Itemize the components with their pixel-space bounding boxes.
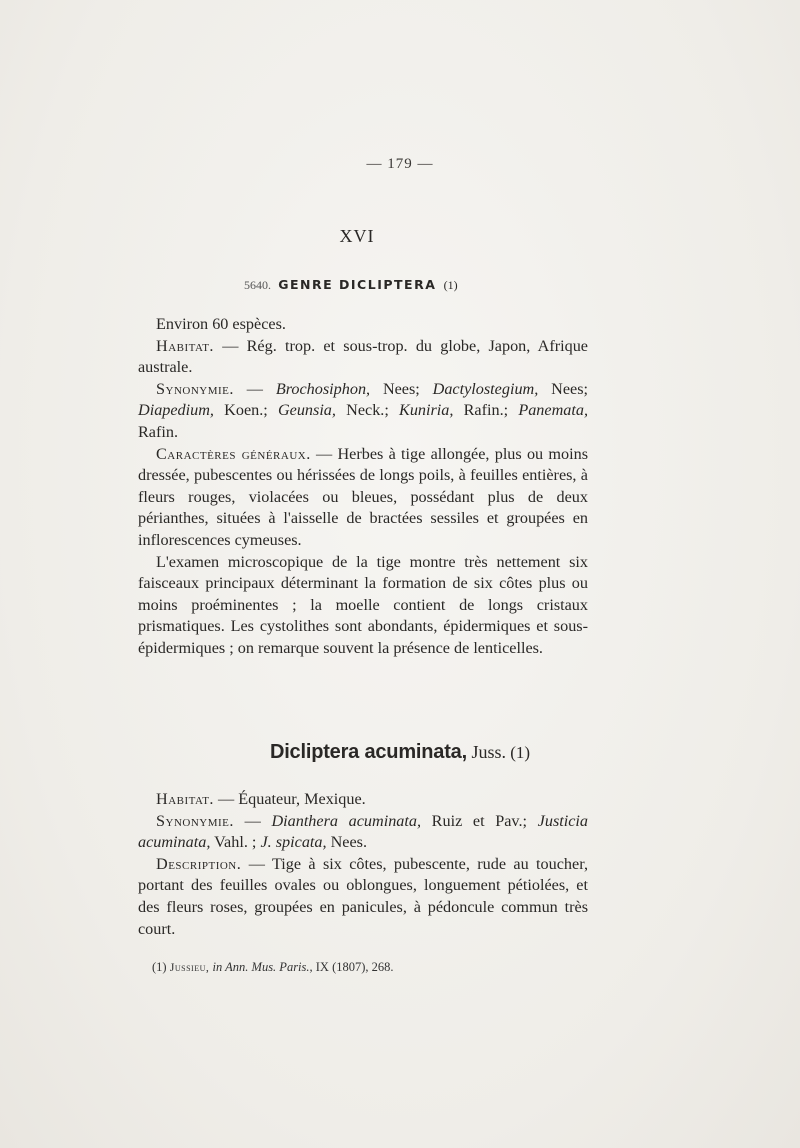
synonym-author: Rafin.; [453,401,519,420]
page-number: — 179 — [366,156,434,172]
footnote-journal: Ann. Mus. Paris., [225,960,313,974]
footnote-ref: IX (1807), 268. [312,960,394,974]
synonym-name: J. spicata, [260,833,327,852]
species-name: Dicliptera acuminata, [269,741,467,763]
genus-description [138,314,588,660]
genus-habitat [138,336,588,379]
footnote-in: in [209,960,226,974]
synonymie-dash: — [233,379,276,398]
synonym-name: Geunsia, [277,401,336,420]
synonym-name: Dactylostegium, [432,379,539,398]
footnote-author: Jussieu, [169,960,210,974]
species-description [138,789,588,940]
synonym-author: Rafin. [138,422,179,441]
synonym-author: Nees. [326,833,368,852]
species-synonymie [138,811,588,854]
synonym-name: Brochosiphon, [275,379,371,398]
habitat-text: — Rég. trop. et sous-trop. du globe, Japon, Afrique australe. [138,336,588,377]
genus-synonymie [138,379,588,444]
synonym-author: Nees; [370,379,433,398]
footnote-marker: (1) [152,960,170,974]
synonym-author: Nees; [538,379,588,398]
synonymie-label: Synonymie. [156,811,234,830]
synonym-name: Diapedium, [138,401,214,420]
caracteres-label: Caractères généraux. [156,444,311,463]
synonym-name: Dianthera acuminata, [271,811,422,830]
species-description-paragraph [138,854,588,940]
species-heading [0,740,800,764]
habitat-label: Habitat. [156,790,214,808]
footnote [152,960,394,975]
species-author: Juss. [466,742,506,762]
genus-title: GENRE DICLIPTERA [278,277,437,292]
synonym-author: Vahl. ; [210,833,261,852]
genus-examen: L'examen microscopique de la tige montre très nettement six faisceaux principaux déterminant la formation de six côtes plus ou moins proéminentes ; la moelle contient de longs cristaux prismatiques. Les cystolithes sont abondants, épidermiques et sous-épidermiques ; on remarque souvent la présence de lenticelles. [138,552,588,657]
synonym-name: Justicia acuminata, [138,811,589,852]
synonym-author: Koen.; [213,401,278,420]
habitat-text: — Équateur, Mexique. [213,790,366,808]
species-count: Environ 60 espèces. [156,315,286,333]
genus-caracteres [138,444,588,552]
synonymie-dash: — [233,811,272,830]
synonym-name: Panemata, [518,401,588,420]
synonym-author: Neck.; [335,401,400,420]
description-text: — Tige à six côtes, pubescente, rude au toucher, portant des feuilles ovales ou oblongues, longuement pétiolées, et des fleurs roses, groupées en panicules, à pédoncule commun très court. [138,854,588,938]
habitat-label: Habitat. [156,336,214,355]
synonymie-label: Synonymie. [156,379,234,398]
species-footnote-ref: (1) [505,743,531,762]
genus-heading [244,277,458,293]
description-label: Description. [156,854,242,873]
synonym-author: Ruiz et Pav.; [421,811,538,830]
genus-number: 5640. [244,278,271,292]
species-habitat [138,789,588,811]
synonym-name: Kuniria, [399,401,454,420]
chapter-number: XVI [339,226,375,246]
caracteres-text: — Herbes à tige allongée, plus ou moins dressée, pubescentes ou hérissées de longs poils, à feuilles entières, à fleurs rouges, violacées ou bleues, possédant plus de deux périanthes, situées à l'aisselle de bractées sessiles et groupées en inflorescences cymeuses. [138,444,588,549]
genus-footnote-ref: (1) [443,278,458,292]
